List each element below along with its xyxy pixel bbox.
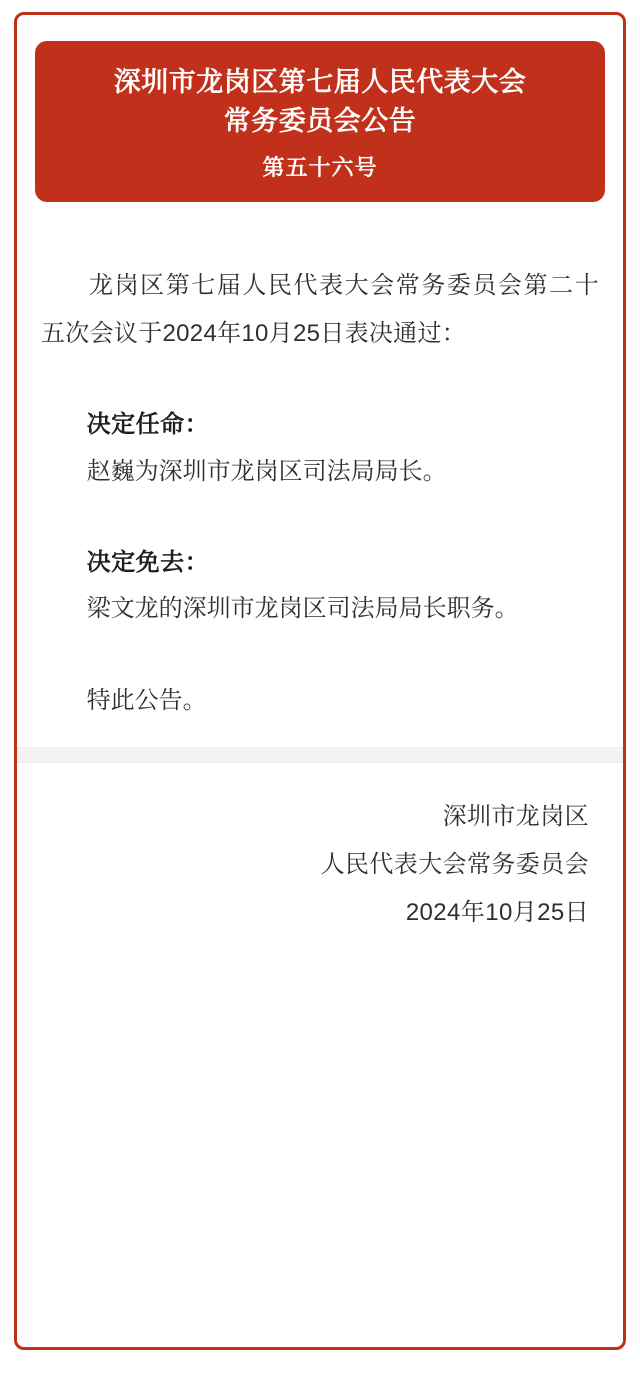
intro-paragraph: 龙岗区第七届人民代表大会常务委员会第二十五次会议于2024年10月25日表决通过：: [41, 272, 599, 348]
spacer-before-section-2: [41, 496, 599, 540]
announcement-number: 第五十六号: [262, 155, 378, 181]
announcement-card: [14, 12, 626, 1350]
announcement-title-line-1: 深圳市龙岗区第七届人民代表大会: [113, 67, 527, 97]
signature-organization-line-1: 深圳市龙岗区: [442, 803, 589, 831]
section-divider: [17, 747, 623, 763]
announcement-body: [17, 202, 623, 725]
signature-block: [17, 763, 623, 937]
section-heading-appointment: 决定任命：: [86, 411, 210, 439]
signature-date: 2024年10月25日: [405, 899, 589, 927]
section-text-dismissal: 梁文龙的深圳市龙岗区司法局局长职务。: [86, 595, 519, 623]
announcement-header-banner: [35, 41, 605, 202]
spacer-before-section-1: [41, 358, 599, 402]
announcement-title-line-2: 常务委员会公告: [223, 106, 417, 137]
spacer-after-header: [41, 202, 599, 262]
section-text-appointment: 赵巍为深圳市龙岗区司法局局长。: [86, 457, 447, 485]
signature-organization-line-2: 人民代表大会常务委员会: [320, 851, 589, 879]
spacer-before-closing: [41, 633, 599, 677]
section-heading-dismissal: 决定免去：: [86, 548, 210, 576]
closing-statement: 特此公告。: [86, 687, 207, 715]
